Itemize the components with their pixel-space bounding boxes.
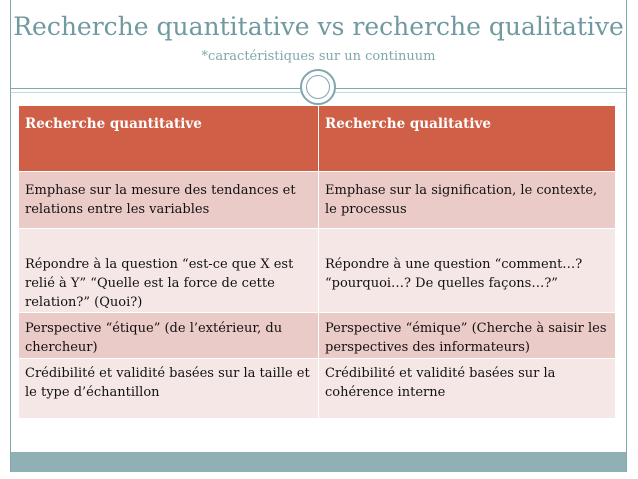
table-row — [19, 172, 616, 229]
table-row — [19, 359, 616, 419]
table-cell: Crédibilité et validité basées sur la taille et le type d’échantillon — [19, 359, 319, 419]
header-qualitative: Recherche qualitative — [319, 106, 616, 172]
table-row — [19, 229, 616, 313]
table-cell: Répondre à la question “est-ce que X est relié à Y” “Quelle est la force de cette relation?” (Quoi?) — [19, 229, 319, 313]
header-quantitative: Recherche quantitative — [19, 106, 319, 172]
table-header-row — [19, 106, 616, 172]
table-row — [19, 313, 616, 359]
circle-ornament-icon — [300, 69, 336, 105]
footer-bar — [11, 452, 626, 472]
table-cell: Perspective “étique” (de l’extérieur, du chercheur) — [19, 313, 319, 359]
comparison-table — [18, 105, 616, 419]
slide-title: Recherche quantitative vs recherche qualitative — [13, 12, 624, 41]
table-cell: Répondre à une question “comment…? “pourquoi…? De quelles façons…?” — [319, 229, 616, 313]
slide-subtitle: *caractéristiques sur un continuum — [201, 49, 436, 64]
circle-ornament-inner — [306, 75, 330, 99]
table-cell: Perspective “émique” (Cherche à saisir les perspectives des informateurs) — [319, 313, 616, 359]
table-cell: Crédibilité et validité basées sur la cohérence interne — [319, 359, 616, 419]
table-cell: Emphase sur la signification, le contexte, le processus — [319, 172, 616, 229]
table-cell: Emphase sur la mesure des tendances et relations entre les variables — [19, 172, 319, 229]
